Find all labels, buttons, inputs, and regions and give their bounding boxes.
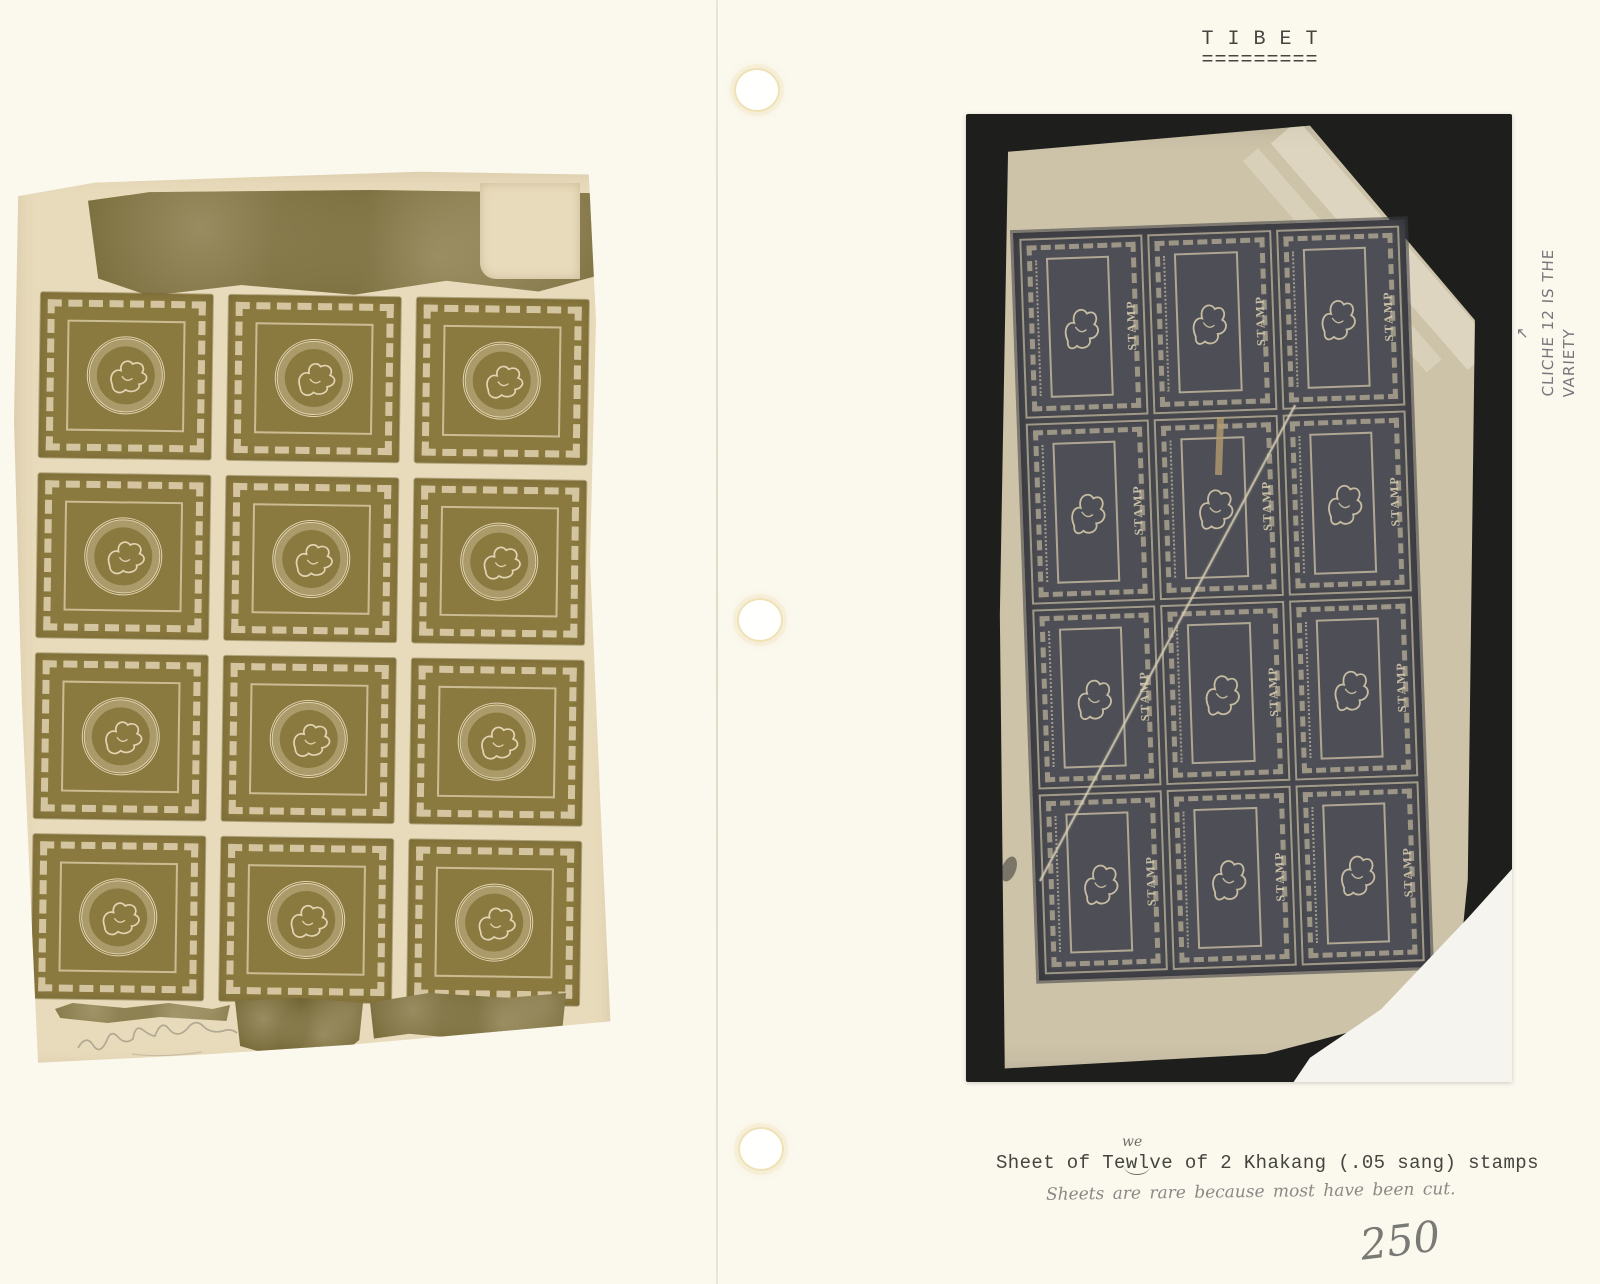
lion-motif-icon (478, 358, 525, 405)
lion-motif-icon (102, 352, 149, 399)
lion-motif-icon (1332, 843, 1378, 904)
lion-motif-icon (288, 535, 335, 582)
lion-motif-icon (1191, 477, 1237, 538)
olive-stamp (224, 475, 398, 642)
ink-smudge (998, 854, 1020, 883)
lion-motif-icon (1326, 658, 1372, 719)
punch-hole (738, 1127, 784, 1171)
price-note: 250 (1357, 1211, 1443, 1270)
lion-motif-icon (1313, 287, 1359, 348)
stamp-label: STAMP (1130, 484, 1147, 537)
stamp-label: STAMP (1136, 669, 1153, 722)
olive-stamp (31, 834, 205, 1001)
lion-motif-icon (1184, 292, 1230, 353)
foxing-stain (614, 1110, 664, 1156)
lion-motif-icon (283, 896, 330, 943)
stamp-label: STAMP (1258, 479, 1275, 532)
left-stamps-grid (31, 292, 589, 1006)
page-title (1160, 28, 1360, 72)
lion-motif-icon (285, 716, 332, 763)
lion-motif-icon (1319, 472, 1365, 533)
dark-stamp (1278, 228, 1403, 408)
olive-stamp (36, 473, 210, 640)
olive-stamp (222, 656, 396, 823)
foxing-stain (609, 140, 679, 200)
lion-motif-icon (476, 538, 523, 585)
caption-correction: we (1122, 1134, 1143, 1150)
stamp-label: STAMP (1123, 299, 1140, 351)
olive-stamp (412, 478, 586, 645)
stamp-label: STAMP (1393, 660, 1410, 713)
lion-motif-icon (473, 719, 520, 766)
lion-motif-icon (1056, 296, 1102, 357)
selvage-light-patch (480, 183, 580, 279)
lion-motif-icon (1076, 852, 1122, 913)
olive-stamp (34, 653, 208, 820)
lion-motif-icon (1197, 662, 1243, 723)
photo-mount (966, 114, 1512, 1082)
handwritten-side-note (1538, 201, 1580, 398)
dark-stamp (1169, 788, 1294, 968)
olive-stamp (227, 295, 401, 462)
stamp-label: STAMP (1143, 854, 1159, 907)
punch-hole (734, 68, 780, 112)
lion-motif-icon (97, 713, 144, 760)
dark-stamp (1021, 237, 1146, 417)
side-note-arrow: ↖ (1516, 324, 1529, 342)
lion-motif-icon (95, 894, 142, 941)
page-title-underline: ========= (1201, 49, 1319, 72)
typed-caption: Sheet of Tewlve of 2 Khakang (.05 sang) stamps (996, 1152, 1539, 1174)
dark-stamp (1150, 232, 1275, 412)
stamp-label: STAMP (1380, 290, 1397, 342)
lion-motif-icon (100, 533, 147, 580)
dark-stamp (1163, 602, 1288, 782)
signature-scribble (72, 1020, 252, 1060)
dark-stamp (1297, 783, 1422, 963)
left-stamp-sheet (14, 170, 614, 1070)
side-note-line2: VARIETY (1560, 327, 1578, 399)
olive-stamp (39, 292, 213, 459)
lion-motif-icon (471, 899, 518, 946)
olive-stamp (219, 836, 393, 1003)
olive-stamp (410, 658, 584, 825)
page-title-text: T I B E T (1201, 28, 1319, 51)
stamp-label: STAMP (1252, 294, 1268, 347)
lion-motif-icon (1069, 666, 1115, 727)
right-stamps-grid (1013, 219, 1431, 980)
stamp-label: STAMP (1386, 475, 1403, 528)
stamp-label: STAMP (1264, 665, 1281, 717)
lion-motif-icon (1204, 847, 1250, 908)
dark-stamp (1034, 607, 1159, 787)
page-edge-divider (716, 0, 718, 1284)
bottom-selvage-segment (370, 993, 566, 1041)
stamp-label: STAMP (1271, 850, 1288, 902)
bottom-selvage-segment (235, 998, 363, 1058)
side-note-line1: CLICHE 12 IS THE (1539, 248, 1557, 397)
olive-stamp (407, 839, 581, 1006)
dark-stamp (1041, 792, 1166, 972)
lion-motif-icon (290, 355, 337, 402)
olive-stamp (415, 297, 589, 464)
dark-stamp (1284, 413, 1409, 593)
lion-motif-icon (1063, 481, 1109, 542)
dark-stamp (1291, 598, 1416, 778)
stamp-label: STAMP (1399, 845, 1416, 898)
dark-stamp (1028, 422, 1153, 602)
punch-hole (737, 598, 783, 642)
handwritten-caption: Sheets are rare because most have been cut. (1045, 1179, 1456, 1205)
